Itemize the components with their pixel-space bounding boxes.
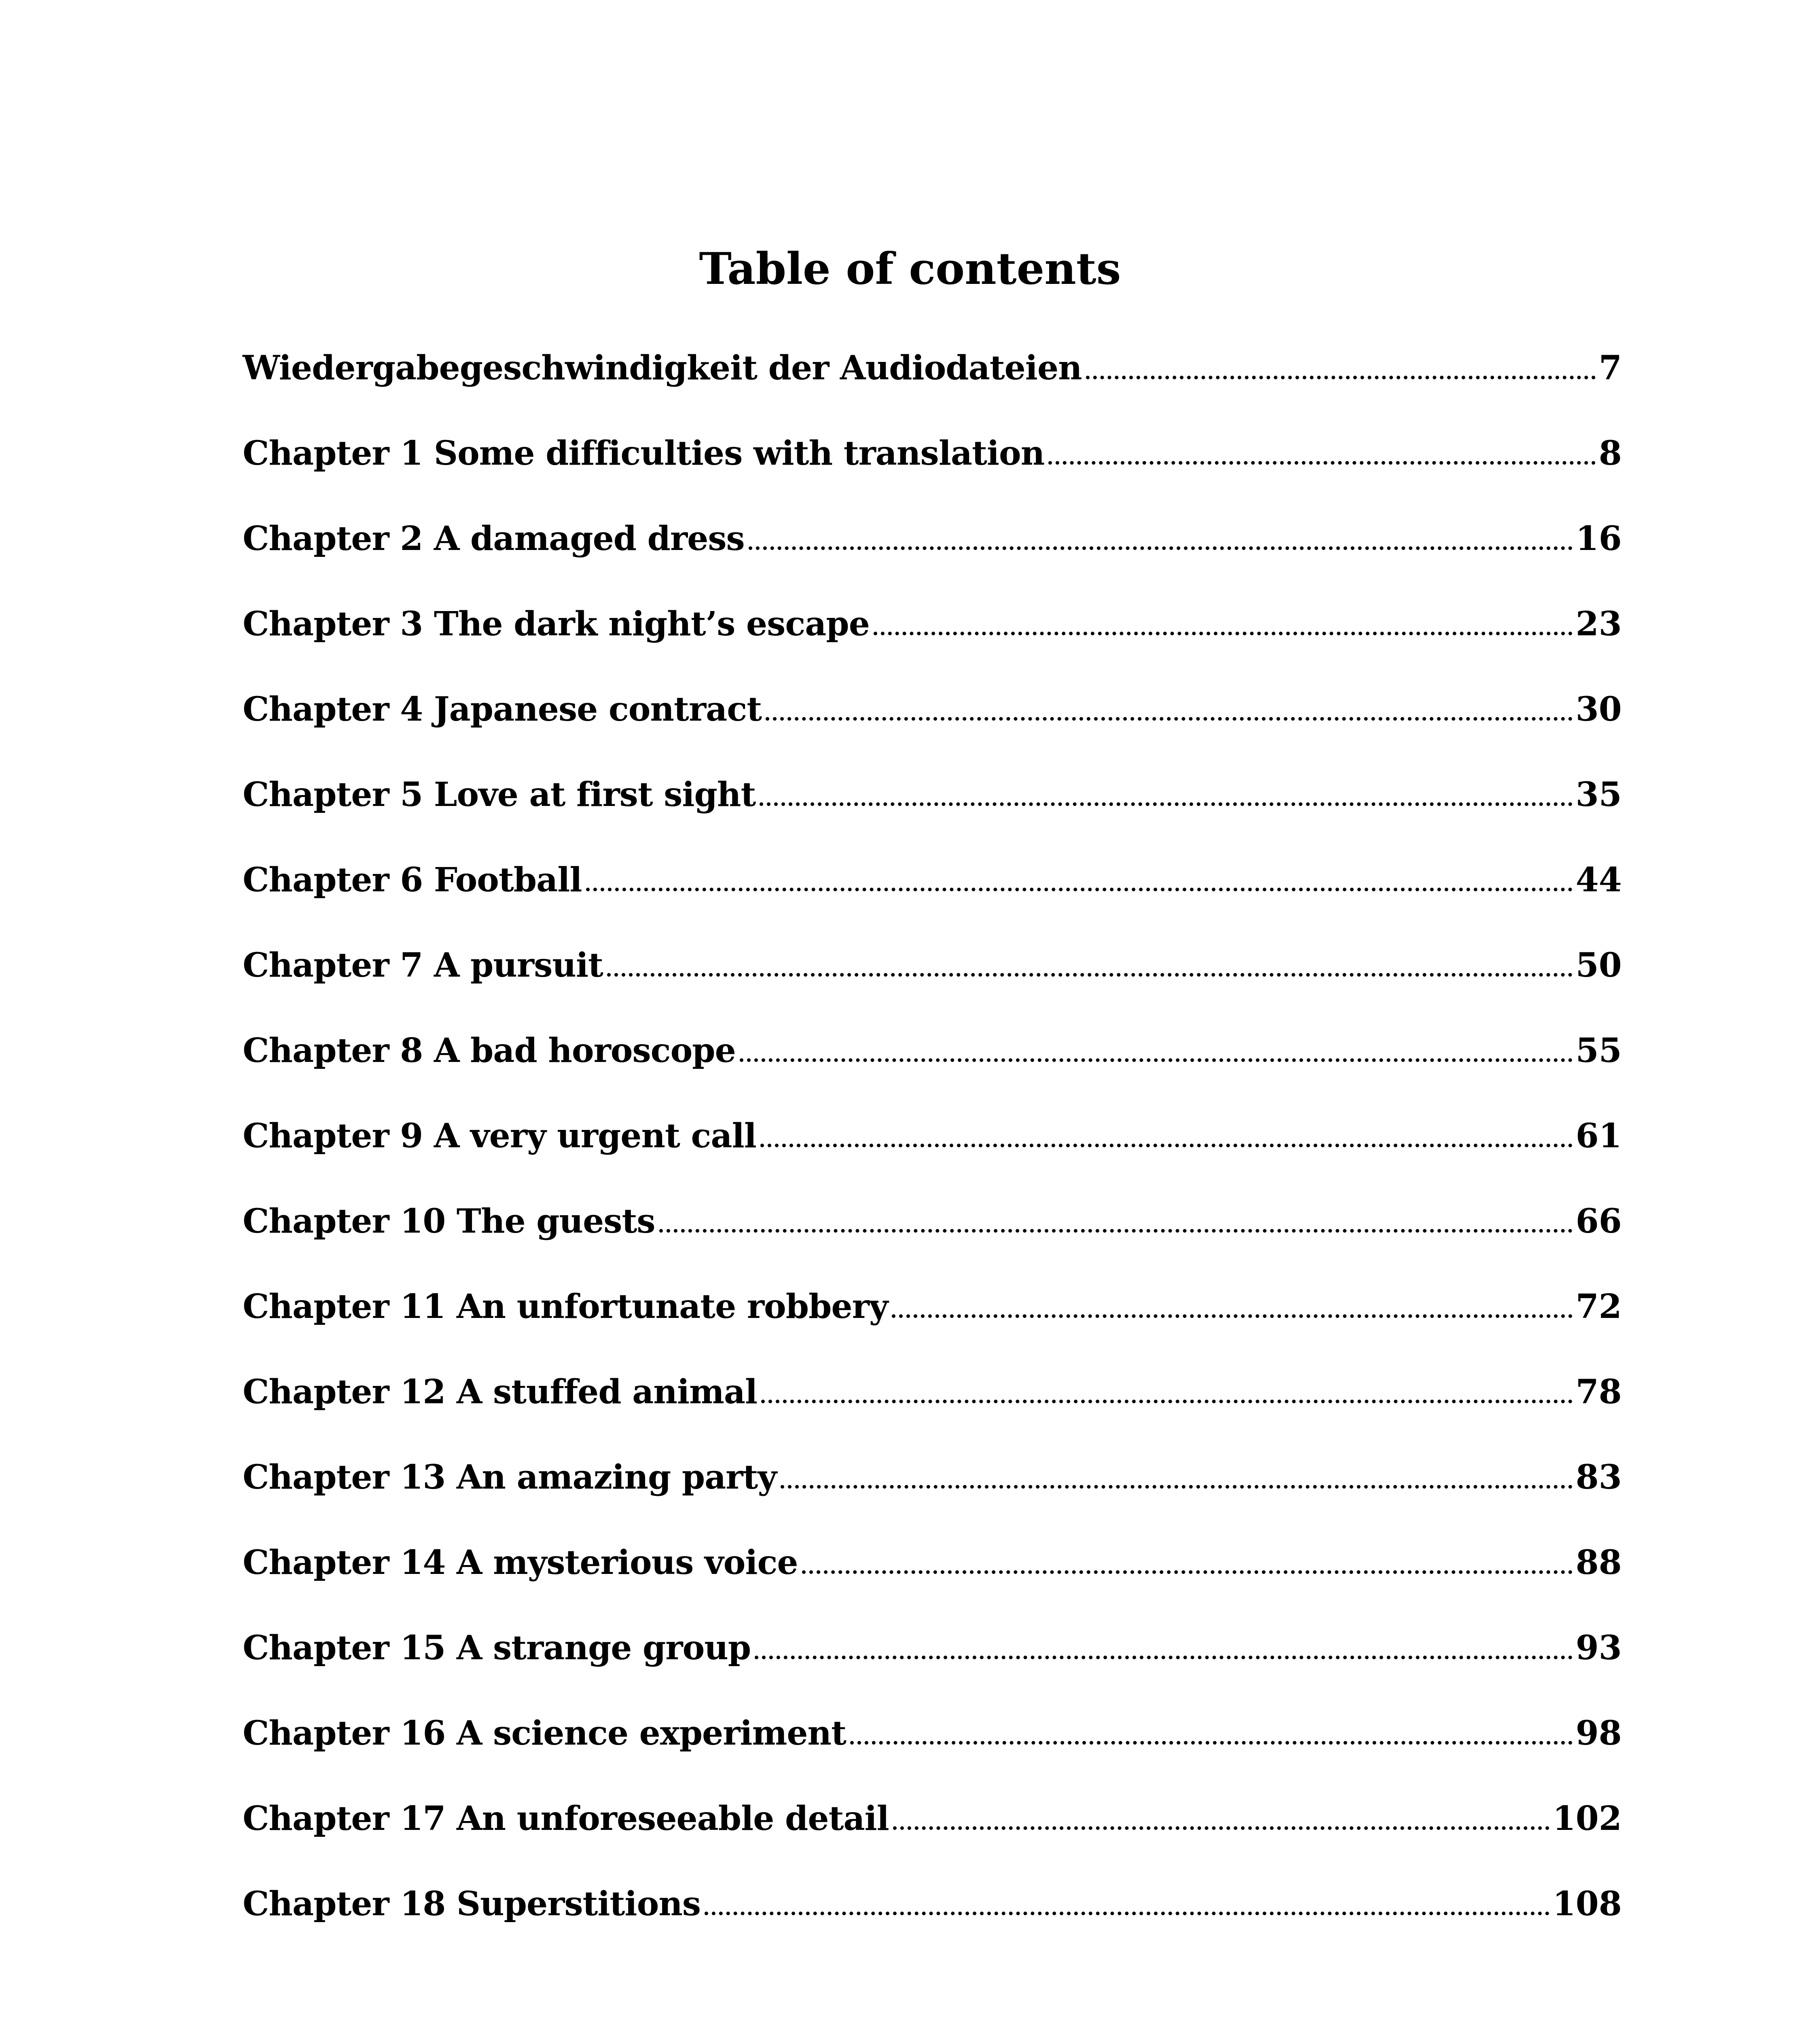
toc-entry-label: Chapter 1 Some difficulties with translation	[243, 434, 1045, 473]
toc-list	[243, 340, 1622, 1961]
toc-entry[interactable]	[243, 510, 1622, 596]
toc-entry-label: Wiedergabegeschwindigkeit der Audiodateien	[243, 349, 1082, 387]
dot-leader	[760, 1144, 1572, 1147]
toc-entry[interactable]	[243, 852, 1622, 937]
toc-title: Table of contents	[699, 243, 1121, 294]
toc-entry[interactable]	[243, 1193, 1622, 1278]
toc-entry-label: Chapter 6 Football	[243, 861, 582, 899]
toc-entry-page: 72	[1575, 1287, 1622, 1326]
toc-entry-label: Chapter 9 A very urgent call	[243, 1117, 756, 1155]
toc-entry-label: Chapter 11 An unfortunate robbery	[243, 1287, 888, 1326]
dot-leader	[781, 1485, 1572, 1489]
toc-entry-label: Chapter 8 A bad horoscope	[243, 1031, 736, 1070]
toc-entry-page: 61	[1575, 1117, 1622, 1155]
toc-entry[interactable]	[243, 1705, 1622, 1790]
toc-entry[interactable]	[243, 766, 1622, 852]
toc-entry-page: 50	[1575, 946, 1622, 985]
toc-entry-label: Chapter 13 An amazing party	[243, 1458, 777, 1497]
dot-leader	[740, 1058, 1572, 1062]
toc-entry-page: 78	[1575, 1373, 1622, 1411]
dot-leader	[607, 973, 1572, 977]
toc-entry[interactable]	[243, 681, 1622, 766]
toc-entry-label: Chapter 15 A strange group	[243, 1629, 751, 1667]
toc-entry-label: Chapter 17 An unforeseeable detail	[243, 1799, 889, 1838]
toc-entry[interactable]	[243, 1534, 1622, 1620]
toc-entry-label: Chapter 16 A science experiment	[243, 1714, 847, 1753]
toc-entry-page: 93	[1575, 1629, 1622, 1667]
toc-entry-label: Chapter 12 A stuffed animal	[243, 1373, 758, 1411]
toc-entry-page: 108	[1552, 1885, 1622, 1923]
toc-entry-page: 7	[1598, 349, 1622, 387]
toc-entry-label: Chapter 14 A mysterious voice	[243, 1543, 798, 1582]
toc-entry[interactable]	[243, 1449, 1622, 1534]
dot-leader	[761, 1400, 1572, 1403]
toc-entry-label: Chapter 2 A damaged dress	[243, 519, 745, 558]
dot-leader	[766, 717, 1572, 721]
toc-entry[interactable]	[243, 425, 1622, 510]
toc-entry-label: Chapter 18 Superstitions	[243, 1885, 701, 1923]
toc-entry[interactable]	[243, 340, 1622, 425]
toc-entry[interactable]	[243, 1278, 1622, 1364]
toc-entry-page: 102	[1552, 1799, 1622, 1838]
dot-leader	[760, 802, 1572, 806]
dot-leader	[874, 632, 1572, 635]
toc-entry-page: 35	[1575, 775, 1622, 814]
toc-entry-label: Chapter 7 A pursuit	[243, 946, 603, 985]
dot-leader	[586, 888, 1572, 891]
toc-entry[interactable]	[243, 1876, 1622, 1961]
toc-entry[interactable]	[243, 1022, 1622, 1108]
toc-entry-page: 88	[1575, 1543, 1622, 1582]
dot-leader	[659, 1229, 1572, 1233]
dot-leader	[1048, 461, 1596, 465]
toc-entry-page: 55	[1575, 1031, 1622, 1070]
toc-entry-page: 44	[1575, 861, 1622, 899]
dot-leader	[1086, 376, 1596, 379]
toc-entry[interactable]	[243, 596, 1622, 681]
dot-leader	[749, 546, 1572, 550]
toc-entry-page: 8	[1598, 434, 1622, 473]
dot-leader	[755, 1656, 1572, 1659]
toc-entry-label: Chapter 10 The guests	[243, 1202, 655, 1241]
dot-leader	[892, 1314, 1572, 1318]
toc-entry[interactable]	[243, 1790, 1622, 1876]
toc-entry[interactable]	[243, 937, 1622, 1022]
toc-entry-label: Chapter 5 Love at first sight	[243, 775, 756, 814]
toc-entry-page: 23	[1575, 605, 1622, 643]
dot-leader	[705, 1912, 1549, 1915]
dot-leader	[802, 1570, 1572, 1574]
toc-entry-label: Chapter 3 The dark night’s escape	[243, 605, 870, 643]
dot-leader	[850, 1741, 1572, 1745]
dot-leader	[893, 1826, 1549, 1830]
toc-entry-page: 66	[1575, 1202, 1622, 1241]
toc-entry[interactable]	[243, 1364, 1622, 1449]
toc-entry[interactable]	[243, 1108, 1622, 1193]
toc-entry-page: 16	[1575, 519, 1622, 558]
toc-entry[interactable]	[243, 1620, 1622, 1705]
toc-entry-label: Chapter 4 Japanese contract	[243, 690, 762, 729]
toc-entry-page: 98	[1575, 1714, 1622, 1753]
toc-entry-page: 83	[1575, 1458, 1622, 1497]
toc-entry-page: 30	[1575, 690, 1622, 729]
